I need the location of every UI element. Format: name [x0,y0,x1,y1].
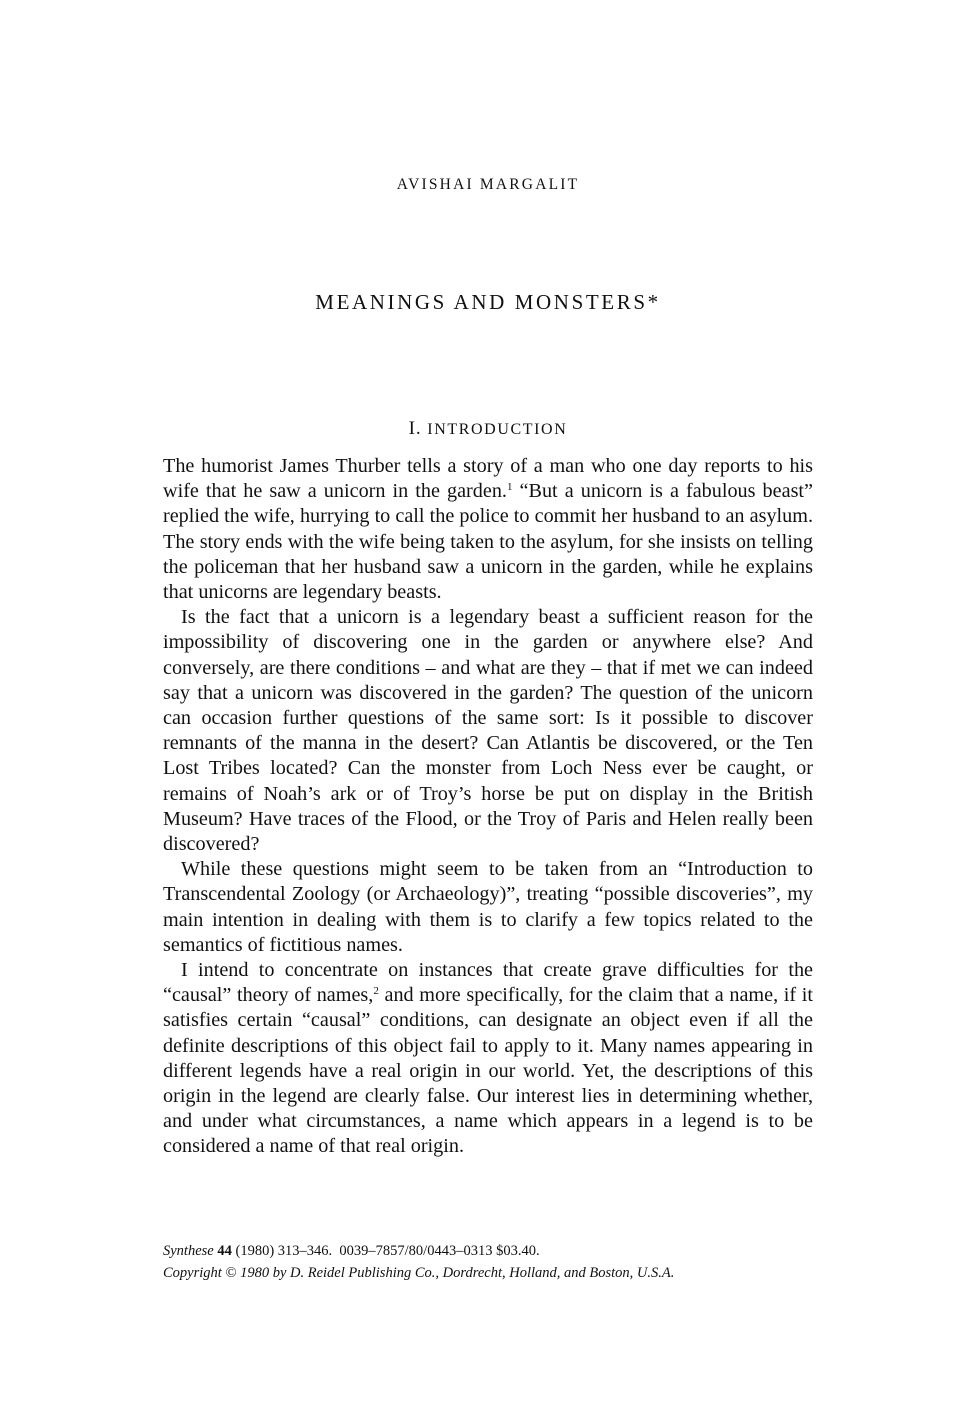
paragraph-1-text-b: “But a unicorn is a fabulous beast” replied the wife, hurrying to call the police to commit her husband to an asylum. The story ends with the wife being taken to the asylum, for she insists on telling the policeman that her husband saw a unicorn in the garden, while he explains that unicorns are legendary beasts. [163,480,813,604]
journal-code: 0039–7857/80/0443–0313 $03.40. [339,1243,540,1259]
footnote-marker-1[interactable]: 1 [506,481,513,494]
footnote-marker-2[interactable]: 2 [373,985,379,998]
paragraph-4-text-a: I intend to concentrate on instances that create grave difficulties for the “causal” theory of names, [163,959,813,1007]
paragraph-1 [163,454,813,605]
section-number: I. [408,418,422,439]
journal-name: Synthese [163,1243,214,1259]
paragraph-4 [163,958,813,1160]
paragraph-2: Is the fact that a unicorn is a legendary beast a sufficient reason for the impossibility of discovering one in the garden or anywhere else? And conversely, are there conditions – and what are they – that if met we can indeed say that a unicorn was discovered in the garden? The question of the unicorn can occasion further questions of the same sort: Is it possible to discover remnants of the manna in the desert? Can Atlantis be discovered, or the Ten Lost Tribes located? Can the monster from Loch Ness ever be caught, or remains of Noah’s ark or of Troy’s horse be put on display in the British Museum? Have traces of the Flood, or the Troy of Paris and Helen really been discovered? [163,606,813,856]
paragraph-3: While these questions might seem to be taken from an “Introduction to Transcendental Zoology (or Archaeology)”, treating “possible discoveries”, my main intention in dealing with them is to clarify a few topics related to the semantics of fictitious names. [163,858,813,956]
citation-line [163,1240,823,1262]
copyright-line: Copyright © 1980 by D. Reidel Publishing Co., Dordrecht, Holland, and Boston, U.S.A. [163,1265,675,1281]
body-text [163,454,813,1160]
author-name: AVISHAI MARGALIT [396,176,580,193]
journal-citation: (1980) 313–346. [235,1243,333,1259]
paragraph-4-text-b: and more specifically, for the claim that a name, if it satisfies certain “causal” conditions, can designate an object even if all the definite descriptions of this object fail to apply to it. Many names appearing in different legends have a real origin in our world. Yet, the descriptions of this origin in the legend are clearly false. Our interest lies in determining whether, and under what circumstances, a name which appears in a legend is to be considered a name of that real origin. [163,984,813,1158]
section-title: INTRODUCTION [427,421,568,438]
paragraph-1-text-a: The humorist James Thurber tells a story of a man who one day reports to his wife that he saw a unicorn in the garden. [163,455,813,503]
article-title: MEANINGS AND MONSTERS* [315,290,661,314]
section-heading [0,418,976,440]
publication-footer [163,1240,823,1284]
journal-volume: 44 [217,1243,232,1259]
